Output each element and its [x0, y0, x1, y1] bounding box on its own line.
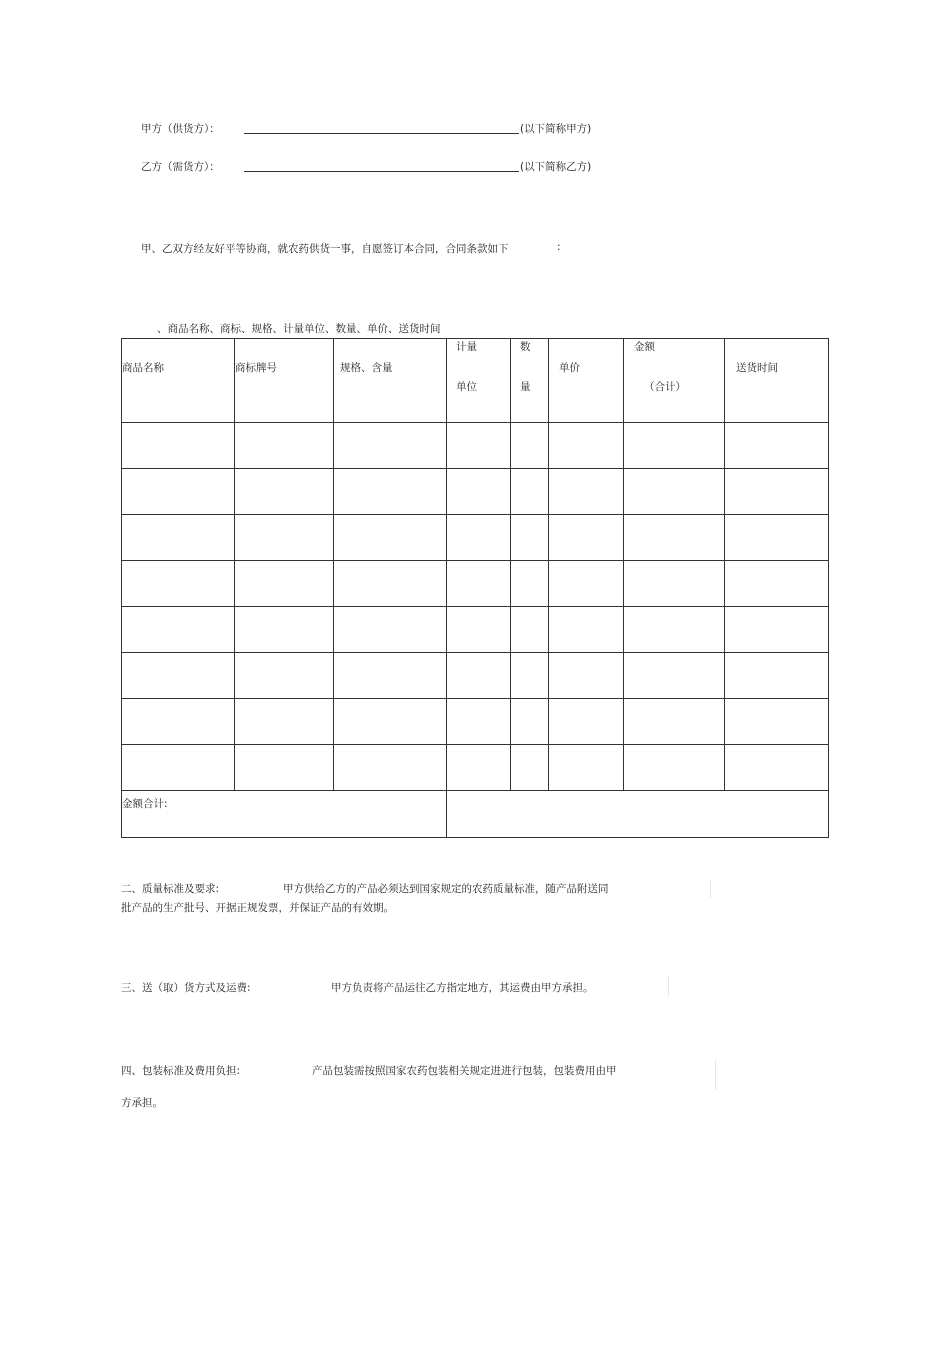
table-cell[interactable] [334, 745, 447, 791]
header-cell-name [122, 339, 235, 423]
table-cell[interactable] [624, 561, 725, 607]
table-row [122, 699, 829, 745]
table-cell[interactable] [624, 607, 725, 653]
table-cell[interactable] [549, 515, 624, 561]
header-cell-delivery [725, 339, 829, 423]
party-a-label: 甲方（供货方）： [141, 123, 220, 135]
header-qty-top: 数 [520, 341, 531, 353]
goods-table [121, 338, 829, 838]
table-cell[interactable] [122, 561, 235, 607]
table-cell[interactable] [122, 515, 235, 561]
table-cell[interactable] [511, 745, 549, 791]
table-cell[interactable] [511, 469, 549, 515]
intro-text: 甲、乙双方经友好平等协商，就农药供货一事，自愿签订本合同，合同条款如下 [141, 243, 509, 255]
table-cell[interactable] [725, 745, 829, 791]
table-cell[interactable] [549, 745, 624, 791]
table-cell[interactable] [334, 653, 447, 699]
table-cell[interactable] [447, 561, 511, 607]
table-cell[interactable] [549, 469, 624, 515]
total-row [122, 791, 829, 838]
table-cell[interactable] [122, 423, 235, 469]
header-cell-brand [235, 339, 334, 423]
header-cell-price [549, 339, 624, 423]
table-cell[interactable] [511, 607, 549, 653]
table-cell[interactable] [511, 653, 549, 699]
table-cell[interactable] [235, 653, 334, 699]
table-cell[interactable] [235, 561, 334, 607]
table-cell[interactable] [447, 699, 511, 745]
table-row [122, 653, 829, 699]
table-cell[interactable] [334, 515, 447, 561]
table-cell[interactable] [511, 561, 549, 607]
table-row [122, 423, 829, 469]
table-cell[interactable] [624, 699, 725, 745]
table-cell[interactable] [624, 423, 725, 469]
header-brand: 商标牌号 [235, 362, 277, 374]
table-cell[interactable] [624, 469, 725, 515]
intro-colon: : [557, 241, 561, 253]
table-cell[interactable] [122, 699, 235, 745]
table-header-row [122, 339, 829, 423]
header-price: 单价 [559, 362, 580, 374]
table-cell[interactable] [549, 607, 624, 653]
table-row [122, 515, 829, 561]
table-cell[interactable] [511, 515, 549, 561]
party-b-suffix: (以下简称乙方) [520, 161, 592, 173]
table-cell[interactable] [235, 745, 334, 791]
table-cell[interactable] [235, 607, 334, 653]
table-cell[interactable] [725, 423, 829, 469]
table-cell[interactable] [549, 699, 624, 745]
party-a-suffix: (以下简称甲方) [520, 123, 592, 135]
section2-line1: 甲方供给乙方的产品必须达到国家规定的农药质量标准，随产品附送同 [283, 883, 609, 895]
party-a-blank-line[interactable] [244, 133, 519, 134]
table-cell[interactable] [624, 745, 725, 791]
table-cell[interactable] [725, 653, 829, 699]
table-cell[interactable] [624, 515, 725, 561]
section4-divider [715, 1060, 716, 1090]
table-cell[interactable] [334, 699, 447, 745]
table-cell[interactable] [549, 653, 624, 699]
table-cell[interactable] [725, 561, 829, 607]
header-cell-spec [334, 339, 447, 423]
header-unit-top: 计量 [456, 341, 477, 353]
table-cell[interactable] [334, 423, 447, 469]
section3-divider [668, 976, 669, 996]
section2-line2: 批产品的生产批号、开据正规发票，并保证产品的有效期。 [121, 902, 394, 914]
table-row [122, 469, 829, 515]
section4-title: 四、包装标准及费用负担: [121, 1065, 241, 1077]
header-amount-bottom: （合计） [644, 381, 686, 393]
header-amount-top: 金额 [634, 341, 655, 353]
table-cell[interactable] [549, 561, 624, 607]
section1-title: 、商品名称、商标、规格、计量单位、数量、单价、送货时间 [157, 323, 441, 335]
section4-line2: 方承担。 [121, 1097, 163, 1109]
table-cell[interactable] [511, 699, 549, 745]
table-cell[interactable] [122, 607, 235, 653]
table-cell[interactable] [624, 653, 725, 699]
table-cell[interactable] [235, 423, 334, 469]
table-cell[interactable] [447, 653, 511, 699]
table-row [122, 561, 829, 607]
table-cell[interactable] [447, 469, 511, 515]
section3-text: 甲方负责将产品运往乙方指定地方，其运费由甲方承担。 [331, 982, 594, 994]
table-row [122, 607, 829, 653]
header-spec: 规格、含量 [340, 362, 393, 374]
table-cell[interactable] [122, 745, 235, 791]
table-cell[interactable] [447, 607, 511, 653]
table-cell[interactable] [447, 745, 511, 791]
total-label-cell [122, 791, 447, 838]
total-value-cell[interactable] [447, 791, 829, 838]
table-cell[interactable] [549, 423, 624, 469]
table-cell[interactable] [725, 607, 829, 653]
table-cell[interactable] [334, 561, 447, 607]
table-cell[interactable] [235, 469, 334, 515]
table-cell[interactable] [447, 423, 511, 469]
party-b-blank-line[interactable] [244, 171, 519, 172]
section4-line1: 产品包装需按照国家农药包装相关规定进进行包装，包装费用由甲 [312, 1065, 617, 1077]
table-cell[interactable] [725, 469, 829, 515]
table-cell[interactable] [725, 515, 829, 561]
table-row [122, 745, 829, 791]
table-cell[interactable] [334, 469, 447, 515]
table-cell[interactable] [511, 423, 549, 469]
header-cell-unit [447, 339, 511, 423]
table-cell[interactable] [334, 607, 447, 653]
section2-divider [710, 880, 711, 898]
header-cell-qty [511, 339, 549, 423]
section3-title: 三、送（取）货方式及运费: [121, 982, 251, 994]
table-cell[interactable] [447, 515, 511, 561]
table-cell[interactable] [122, 469, 235, 515]
table-cell[interactable] [235, 515, 334, 561]
table-cell[interactable] [122, 653, 235, 699]
table-cell[interactable] [725, 699, 829, 745]
section2-title: 二、质量标准及要求: [121, 883, 220, 895]
party-b-label: 乙方（需货方）： [141, 161, 220, 173]
total-label: 金额合计: [122, 798, 168, 810]
header-cell-amount [624, 339, 725, 423]
header-delivery: 送货时间 [736, 362, 778, 374]
header-name: 商品名称 [122, 362, 164, 374]
table-cell[interactable] [235, 699, 334, 745]
header-qty-bottom: 量 [520, 381, 531, 393]
header-unit-bottom: 单位 [456, 381, 477, 393]
